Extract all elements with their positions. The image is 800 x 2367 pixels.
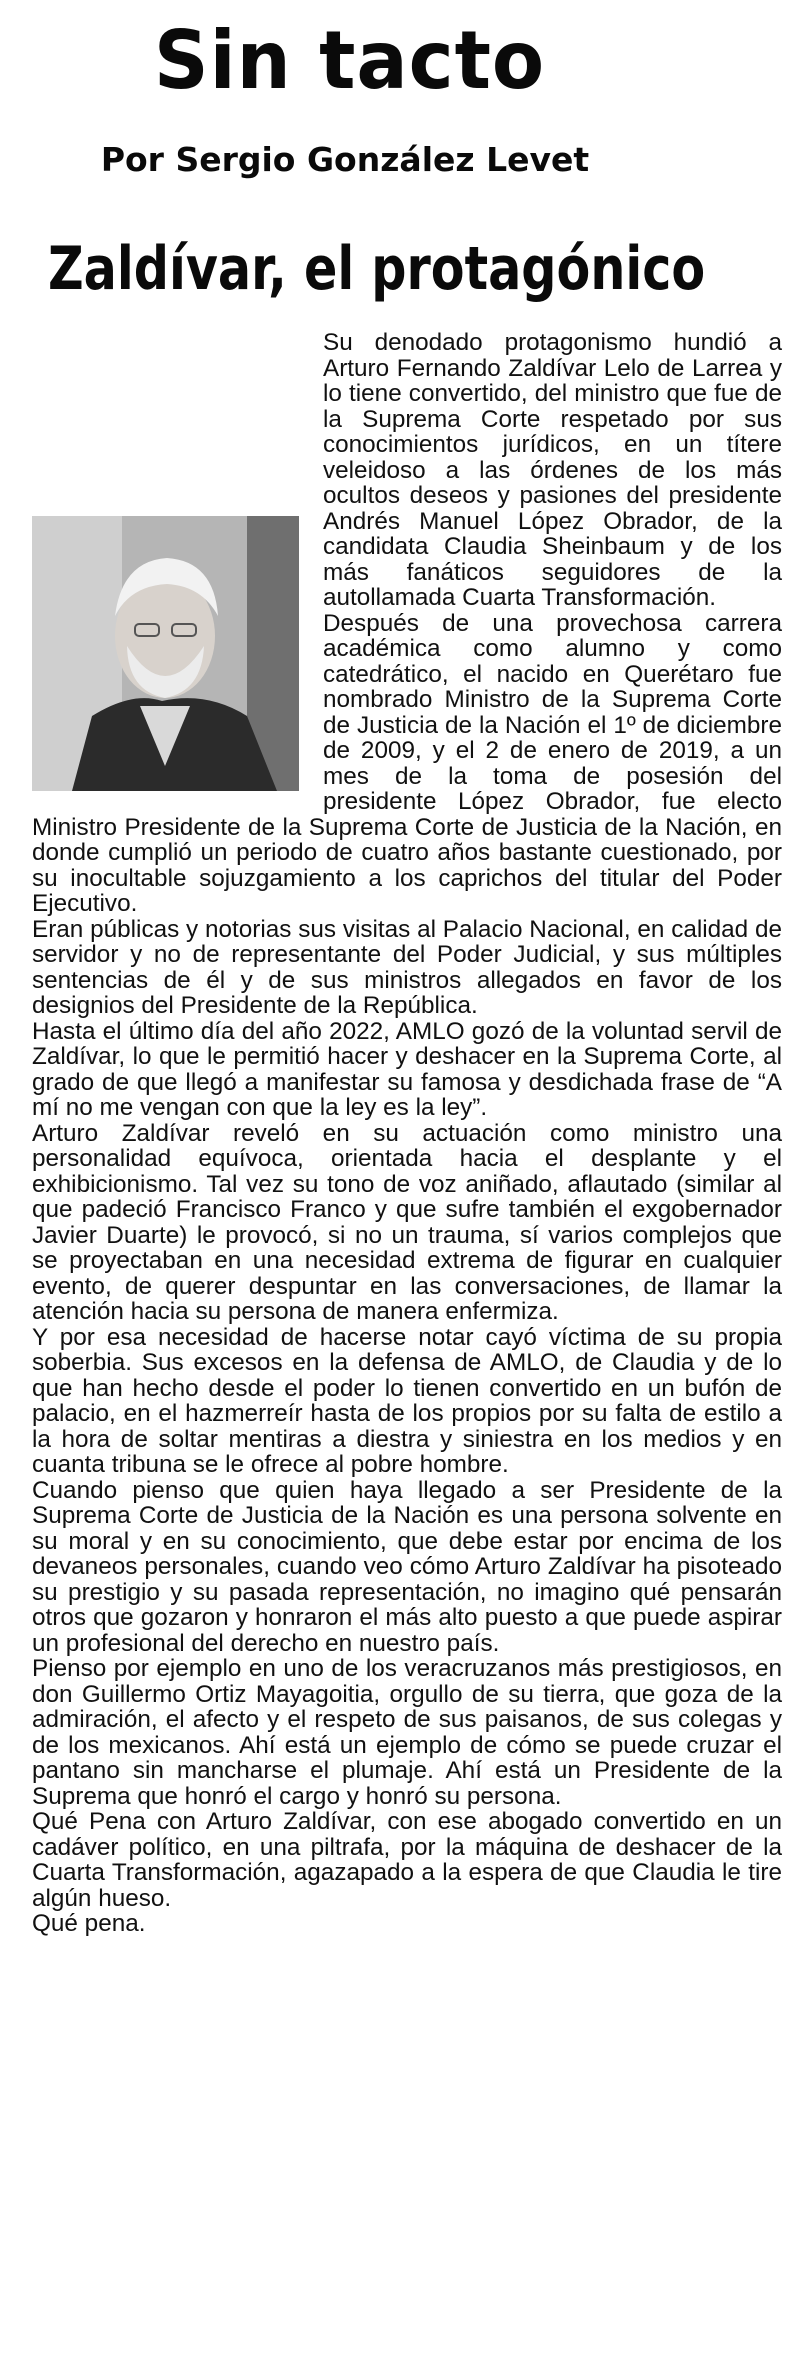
article-paragraph: Después de una provechosa carrera académica como alumno y como catedrático, el nacido en Querétaro fue nombrado Ministro de la Suprema Corte de Justicia de la Nación el 1º de diciembre de 2009, y el 2 de enero de 2019, a un mes de la toma de posesión del presidente López Obrador, fue electo Ministro Presidente de la Suprema Corte de Justicia de la Nación, en donde cumplió un periodo de cuatro años bastante cuestionado, por su inocultable sojuzgamiento a los caprichos del titular del Poder Ejecutivo.: [32, 609, 782, 917]
article-paragraph: Eran públicas y notorias sus visitas al Palacio Nacional, en calidad de servidor y no de representante del Poder Judicial, y sus múltiples sentencias de él y de sus ministros allegados en favor de los designios del Presidente de la República.: [32, 915, 782, 1019]
byline: Por Sergio González Levet: [100, 140, 590, 179]
article-paragraph: Y por esa necesidad de hacerse notar cayó víctima de su propia soberbia. Sus excesos en la defensa de AMLO, de Claudia y de lo que han hecho desde el poder lo tienen convertido en un bufón de palacio, en el hazmerreír hasta de los propios por su falta de estilo a la hora de soltar mentiras a diestra y siniestra en los medios y en cuanta tribuna se le ofrece al pobre hombre.: [32, 1323, 782, 1478]
article-paragraph: Su denodado protagonismo hundió a Arturo Fernando Zaldívar Lelo de Larrea y lo tiene convertido, del ministro que fue de la Suprema Corte respetado por sus conocimientos jurídicos, en un títere veleidoso a las órdenes de los más ocultos deseos y pasiones del presidente Andrés Manuel López Obrador, de la candidata Claudia Sheinbaum y de los más fanáticos seguidores de la autollamada Cuarta Transformación.: [323, 329, 782, 611]
article-paragraph: Hasta el último día del año 2022, AMLO gozó de la voluntad servil de Zaldívar, lo que le permitió hacer y deshacer en la Suprema Corte, al grado de que llegó a manifestar su famosa y desdichada frase de “A mí no me vengan con que la ley es la ley”.: [32, 1017, 782, 1121]
article-paragraph: Cuando pienso que quien haya llegado a ser Presidente de la Suprema Corte de Justicia de la Nación es una persona solvente en su moral y en su conocimiento, que debe estar por encima de los devaneos personales, cuando veo cómo Arturo Zaldívar ha pisoteado su prestigio y su pasada representación, no imagino qué pensarán otros que gozaron y honraron el más alto puesto a que puede aspirar un profesional del derecho en nuestro país.: [32, 1476, 782, 1657]
portrait-photo: [32, 516, 299, 791]
article-paragraph: Arturo Zaldívar reveló en su actuación como ministro una personalidad equívoca, orientada hacia el desplante y el exhibicionismo. Tal vez su tono de voz aniñado, aflautado (similar al que padeció Francisco Franco y que sufre también el exgobernador Javier Duarte) le provocó, si no un trauma, sí varios complejos que se proyectaban en una necesidad extrema de figurar en cualquier evento, de querer despuntar en las conversaciones, de llamar la atención hacia su persona de manera enfermiza.: [32, 1119, 782, 1325]
article-paragraph: Qué pena.: [32, 1910, 146, 1937]
article-headline: Zaldívar, el protagónico: [48, 234, 706, 304]
column-title: Sin tacto: [153, 14, 546, 107]
article-paragraph: Pienso por ejemplo en uno de los veracruzanos más prestigiosos, en don Guillermo Ortiz Mayagoitia, orgullo de su tierra, que goza de la admiración, el afecto y el respeto de sus paisanos, de sus colegas y de los mexicanos. Ahí está un ejemplo de cómo se puede cruzar el pantano sin mancharse el plumaje. Ahí está un Presidente de la Suprema que honró el cargo y honró su persona.: [32, 1655, 782, 1810]
portrait-photo-icon: [32, 516, 299, 791]
article-paragraph: Qué Pena con Arturo Zaldívar, con ese abogado convertido en un cadáver político, en una piltrafa, por la máquina de deshacer de la Cuarta Transformación, agazapado a la espera de que Claudia le tire algún hueso.: [32, 1808, 782, 1912]
article-body: [32, 330, 782, 1937]
